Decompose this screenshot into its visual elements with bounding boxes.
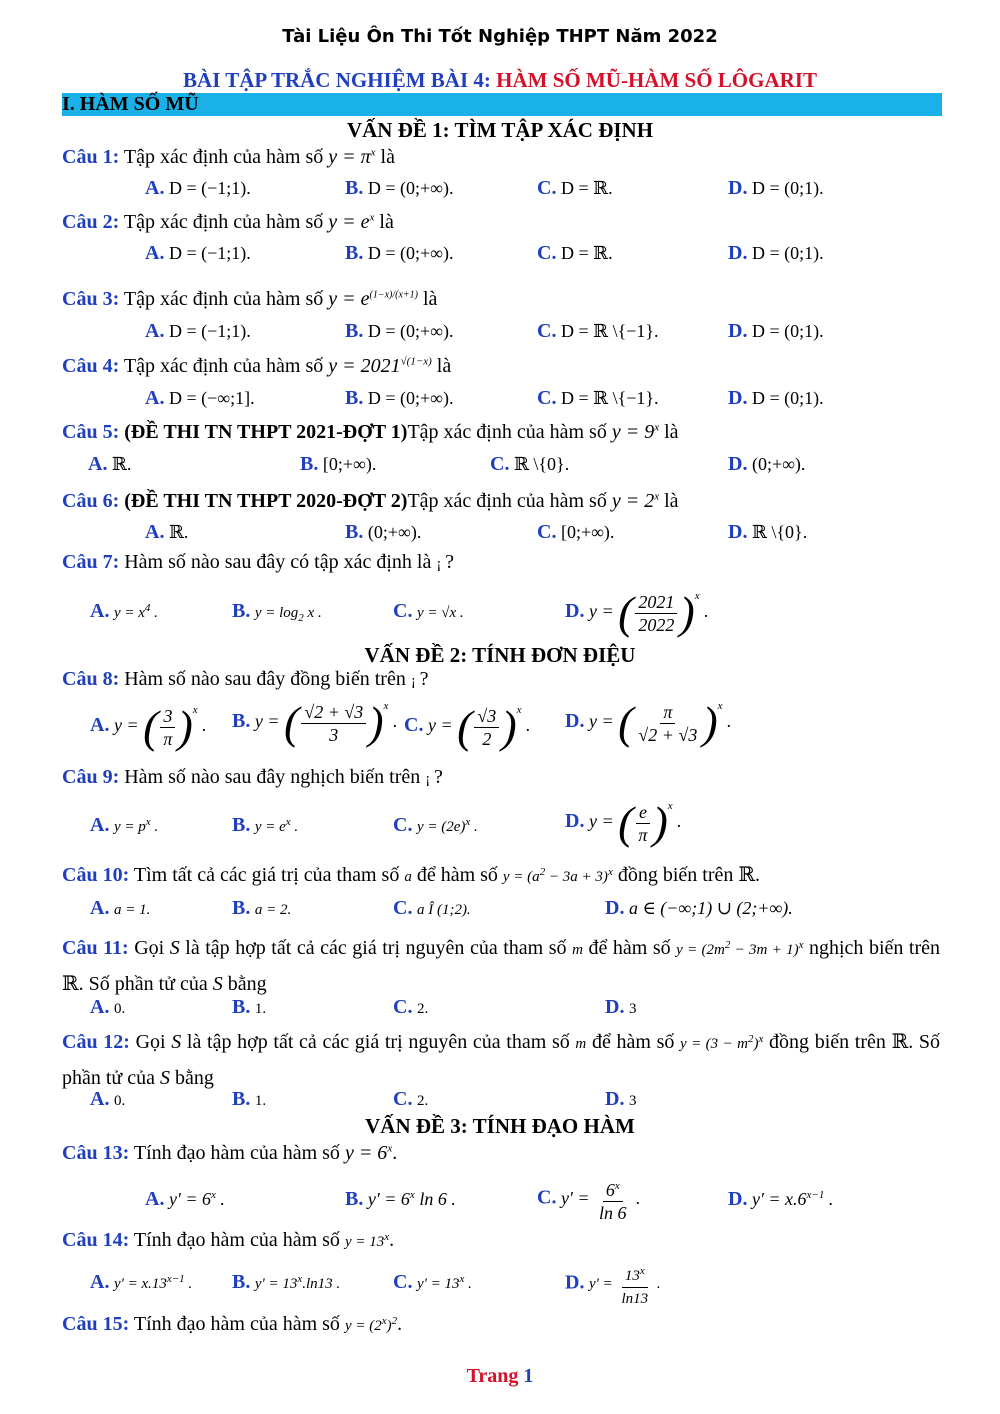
- option-label: A.: [90, 714, 110, 737]
- question-end: là: [417, 288, 438, 310]
- option-text: 2.: [416, 1093, 429, 1109]
- option-text: 0.: [113, 1093, 126, 1109]
- option-label: C.: [393, 1271, 413, 1293]
- question-5: [62, 421, 679, 444]
- question-text: Tập xác định của hàm số: [119, 146, 329, 168]
- question-text: Tập xác định của hàm số: [407, 421, 612, 443]
- question-15: [62, 1313, 402, 1336]
- option-b[interactable]: [300, 453, 376, 476]
- formula: $y = (3 - m^2)^x$: [680, 1033, 764, 1052]
- option-c[interactable]: [537, 242, 613, 265]
- options-10: [0, 897, 1000, 927]
- option-b[interactable]: [232, 814, 298, 837]
- option-d[interactable]: [605, 996, 636, 1019]
- option-d[interactable]: [605, 897, 793, 920]
- question-13: [62, 1142, 397, 1165]
- option-label: B.: [232, 1088, 251, 1110]
- option-formula: y′ = $\frac{6^x}{\ln 6}$ .: [561, 1188, 641, 1208]
- option-label: D.: [728, 521, 748, 543]
- question-number: Câu 11:: [62, 937, 129, 959]
- option-b[interactable]: [345, 320, 453, 343]
- option-label: B.: [345, 320, 364, 342]
- question-8: [62, 668, 428, 691]
- option-label: A.: [90, 1271, 110, 1293]
- question-text: là tập hợp tất cả các giá trị nguyên của tham số: [181, 1031, 576, 1053]
- question-end: đồng biến trên ℝ.: [612, 864, 760, 886]
- option-text: ℝ \{0}.: [513, 454, 570, 474]
- option-label: C.: [393, 1088, 413, 1110]
- option-b[interactable]: [232, 996, 266, 1019]
- options-1: [0, 177, 1000, 207]
- question-number: Câu 2:: [62, 211, 120, 233]
- option-text: D = (−1;1).: [168, 178, 251, 198]
- options-4: [0, 387, 1000, 417]
- option-label: B.: [345, 521, 364, 543]
- question-number: Câu 6:: [62, 490, 120, 512]
- option-label: D.: [728, 242, 748, 264]
- option-b[interactable]: [345, 521, 421, 544]
- option-text: [0;+∞).: [560, 522, 615, 542]
- option-d[interactable]: [565, 587, 709, 638]
- option-formula: $y' = x.13^{x-1}$ .: [113, 1273, 193, 1292]
- question-text: bằng: [170, 1067, 214, 1089]
- option-d[interactable]: [728, 242, 824, 265]
- options-7: [0, 587, 1000, 642]
- option-b[interactable]: [345, 177, 453, 200]
- question-text: Tập xác định của hàm số: [119, 211, 329, 233]
- option-a[interactable]: [145, 320, 251, 343]
- option-d[interactable]: [565, 697, 732, 748]
- option-label: D.: [728, 453, 748, 475]
- option-label: A.: [90, 897, 110, 919]
- formula: $y = (2^x)^2$: [344, 1315, 398, 1334]
- question-number: Câu 12:: [62, 1031, 130, 1053]
- option-d[interactable]: [728, 1188, 833, 1211]
- option-d[interactable]: [728, 521, 807, 544]
- real-set-symbol: ¡: [436, 556, 446, 572]
- option-c[interactable]: [537, 320, 659, 343]
- question-text: nghịch biến trên ℝ. Số phần tử của: [62, 937, 941, 995]
- section-heading-text: I. HÀM SỐ MŨ: [62, 93, 199, 115]
- option-formula: $y' = x.6^{x-1}$ .: [751, 1189, 834, 1209]
- option-text: a ∈ (−∞;1) ∪ (2;+∞).: [628, 898, 793, 918]
- option-label: C.: [393, 814, 413, 836]
- question-number: Câu 10:: [62, 864, 130, 886]
- option-label: A.: [90, 814, 110, 836]
- option-a[interactable]: [90, 1088, 125, 1111]
- option-label: D.: [605, 897, 625, 919]
- option-text: 3: [628, 1093, 637, 1109]
- option-b[interactable]: [345, 242, 453, 265]
- option-b[interactable]: [232, 897, 291, 920]
- set-s: S: [212, 973, 223, 995]
- options-3: [0, 320, 1000, 350]
- option-label: B.: [345, 242, 364, 264]
- option-label: C.: [393, 897, 413, 919]
- exam-source: (ĐỀ THI TN THPT 2021-ĐỢT 1): [119, 421, 408, 443]
- option-label: B.: [345, 387, 364, 409]
- option-label: A.: [145, 320, 165, 342]
- document-header: Tài Liệu Ôn Thi Tốt Nghiệp THPT Năm 2022: [282, 26, 718, 47]
- question-number: Câu 13:: [62, 1142, 130, 1164]
- option-label: A.: [145, 242, 165, 264]
- option-formula: $y' = 13^x.\ln 13$ .: [254, 1273, 341, 1292]
- option-label: C.: [537, 177, 557, 199]
- page-number-value: 1: [523, 1365, 534, 1387]
- question-end: .: [389, 1229, 395, 1251]
- option-label: C.: [490, 453, 510, 475]
- option-b[interactable]: [232, 600, 322, 624]
- option-text: [0;+∞).: [322, 454, 377, 474]
- formula: $y = e^{(1-x)/(x+1)}$: [328, 288, 418, 310]
- question-text: Gọi: [128, 937, 170, 959]
- question-number: Câu 8:: [62, 668, 120, 690]
- option-text: 1.: [254, 1093, 267, 1109]
- question-4: [62, 355, 451, 378]
- option-c[interactable]: [404, 701, 531, 752]
- question-end: là: [431, 355, 452, 377]
- option-text: D = (−1;1).: [168, 321, 251, 341]
- option-b[interactable]: [232, 1088, 266, 1111]
- formula: $y = 13^x$: [344, 1231, 390, 1250]
- option-label: D.: [728, 1188, 748, 1210]
- option-label: B.: [232, 710, 251, 733]
- option-a[interactable]: [90, 814, 158, 837]
- option-label: A.: [145, 1188, 165, 1210]
- option-formula: $y = e^x$ .: [254, 816, 299, 835]
- option-formula: y = ( $\frac{\pi}{√2 + √3}$ )$^x$ .: [588, 697, 732, 748]
- option-text: D = (0;1).: [751, 178, 824, 198]
- option-label: D.: [605, 1088, 625, 1110]
- option-a[interactable]: [90, 701, 207, 752]
- options-13: [0, 1175, 1000, 1227]
- param-m: m: [572, 942, 583, 958]
- option-c[interactable]: [537, 177, 613, 200]
- option-label: A.: [145, 177, 165, 199]
- topic-heading-2: VẤN ĐỀ 2: TÍNH ĐƠN ĐIỆU: [364, 643, 636, 667]
- option-c[interactable]: [393, 996, 428, 1019]
- formula: $y = (a^2 - 3a + 3)^x$: [502, 866, 613, 885]
- option-formula: $y = \log_2 x$ .: [254, 605, 322, 624]
- option-text: D = ℝ \{−1}.: [560, 321, 659, 341]
- option-label: B.: [232, 814, 251, 836]
- option-formula: y = ( $\frac{√3}{2}$ )$^x$ .: [427, 701, 531, 752]
- question-end: là: [374, 211, 394, 233]
- option-formula: y = ( $\frac{2021}{2022}$ )$^x$ .: [588, 587, 709, 638]
- formula: $y = 9^x$: [611, 421, 660, 443]
- question-text: đồng biến trên ℝ. Số phần tử của: [62, 1031, 940, 1089]
- option-a[interactable]: [145, 242, 251, 265]
- option-label: B.: [232, 996, 251, 1018]
- question-2: [62, 211, 394, 234]
- option-text: 0.: [113, 1001, 126, 1017]
- option-text: D = (0;+∞).: [367, 388, 454, 408]
- document-title: [0, 68, 1000, 93]
- option-text: (0;+∞).: [367, 522, 422, 542]
- title-part-blue: BÀI TẬP TRẮC NGHIỆM BÀI 4:: [183, 68, 497, 92]
- option-label: D.: [728, 177, 748, 199]
- formula: $y = \pi^x$: [328, 146, 376, 168]
- option-formula: y' = $\frac{13^x}{\ln 13}$ .: [589, 1276, 661, 1292]
- option-label: B.: [232, 897, 251, 919]
- option-c[interactable]: [490, 453, 569, 476]
- option-label: D.: [565, 810, 585, 833]
- option-label: B.: [345, 177, 364, 199]
- option-label: A.: [88, 453, 108, 475]
- option-b[interactable]: [345, 387, 453, 410]
- question-end: ?: [434, 766, 443, 788]
- question-10: [62, 862, 760, 887]
- formula: $y = e^x$: [328, 211, 375, 233]
- option-label: D.: [565, 1271, 585, 1294]
- option-text: 2.: [416, 1001, 429, 1017]
- option-text: 1.: [254, 1001, 267, 1017]
- question-number: Câu 1:: [62, 146, 120, 168]
- question-number: Câu 5:: [62, 421, 120, 443]
- option-formula: y = √x .: [416, 605, 464, 621]
- option-c[interactable]: [393, 814, 478, 837]
- page-label: Trang: [466, 1365, 524, 1387]
- option-text: D = (0;1).: [751, 388, 824, 408]
- options-5: [0, 453, 1000, 483]
- question-text: Tập xác định của hàm số: [119, 355, 329, 377]
- option-label: A.: [145, 521, 165, 543]
- param-a: a: [404, 869, 412, 885]
- question-11: [62, 928, 940, 1001]
- question-number: Câu 14:: [62, 1229, 130, 1251]
- option-label: B.: [232, 1271, 251, 1293]
- option-text: D = ℝ \{−1}.: [560, 388, 659, 408]
- set-s: S: [171, 1031, 182, 1053]
- option-text: D = ℝ.: [560, 178, 613, 198]
- option-c[interactable]: [537, 387, 659, 410]
- question-text: để hàm số: [582, 937, 677, 959]
- option-c[interactable]: [537, 1175, 641, 1224]
- option-d[interactable]: [728, 387, 824, 410]
- question-text: Tập xác định của hàm số: [407, 490, 612, 512]
- option-d[interactable]: [605, 1088, 636, 1111]
- options-2: [0, 242, 1000, 272]
- option-text: (0;+∞).: [751, 454, 806, 474]
- option-label: A.: [90, 996, 110, 1018]
- option-label: D.: [728, 320, 748, 342]
- question-text: để hàm số: [586, 1031, 681, 1053]
- question-end: ?: [445, 551, 455, 573]
- options-14: [0, 1260, 1000, 1310]
- option-label: B.: [232, 600, 251, 622]
- option-a[interactable]: [90, 600, 158, 623]
- exam-source: (ĐỀ THI TN THPT 2020-ĐỢT 2): [119, 490, 408, 512]
- option-a[interactable]: [90, 1271, 192, 1294]
- option-c[interactable]: [393, 1088, 428, 1111]
- question-14: [62, 1229, 394, 1252]
- option-c[interactable]: [537, 521, 614, 544]
- question-text: Hàm số nào sau đây đồng biến trên: [119, 668, 411, 690]
- option-text: D = (0;1).: [751, 321, 824, 341]
- option-c[interactable]: [393, 600, 464, 623]
- option-c[interactable]: [393, 1271, 472, 1294]
- title-part-red: HÀM SỐ MŨ-HÀM SỐ LÔGARIT: [496, 68, 817, 92]
- real-set-symbol: ¡: [425, 771, 435, 787]
- option-formula: y = ( $\frac{√2 + √3}{3}$ )$^x$ .: [254, 697, 398, 748]
- question-number: Câu 7:: [62, 551, 120, 573]
- option-b[interactable]: [345, 1188, 456, 1211]
- question-text: Gọi: [129, 1031, 172, 1053]
- option-label: C.: [537, 242, 557, 264]
- option-formula: y = ( $\frac{3}{\pi}$ )$^x$ .: [113, 701, 207, 752]
- option-label: D.: [565, 600, 585, 623]
- page-number: [0, 1365, 1000, 1388]
- option-text: D = (0;1).: [751, 243, 824, 263]
- option-text: D = (−∞;1].: [168, 388, 255, 408]
- question-text: Tập xác định của hàm số: [119, 288, 329, 310]
- section-heading: [62, 93, 942, 116]
- option-label: B.: [345, 1188, 364, 1210]
- option-a[interactable]: [145, 521, 188, 544]
- options-8: [0, 697, 1000, 758]
- option-label: C.: [393, 600, 413, 622]
- option-text: D = (−1;1).: [168, 243, 251, 263]
- option-c[interactable]: [393, 897, 471, 920]
- option-a[interactable]: [145, 387, 255, 410]
- option-formula: $y = p^x$ .: [113, 816, 159, 835]
- options-6: [0, 521, 1000, 551]
- option-a[interactable]: [88, 453, 131, 476]
- set-s: S: [160, 1067, 171, 1089]
- question-end: .: [397, 1313, 403, 1335]
- question-end: là: [659, 421, 679, 443]
- option-text: a = 1.: [113, 902, 151, 918]
- option-d[interactable]: [565, 797, 682, 848]
- options-9: [0, 797, 1000, 856]
- question-text: Hàm số nào sau đây có tập xác định là: [119, 551, 437, 573]
- question-number: Câu 15:: [62, 1313, 130, 1335]
- question-text: là tập hợp tất cả các giá trị nguyên của tham số: [179, 937, 573, 959]
- option-text: D = ℝ.: [560, 243, 613, 263]
- option-a[interactable]: [90, 897, 150, 920]
- option-text: ℝ.: [168, 522, 189, 542]
- question-end: ?: [419, 668, 429, 690]
- question-end: .: [392, 1142, 398, 1164]
- option-label: D.: [728, 387, 748, 409]
- option-d[interactable]: [728, 320, 824, 343]
- option-d[interactable]: [728, 177, 824, 200]
- question-text: bằng: [222, 973, 267, 995]
- option-label: A.: [90, 600, 110, 622]
- option-b[interactable]: [232, 1271, 340, 1294]
- question-text: Tính đạo hàm của hàm số: [129, 1313, 345, 1335]
- option-formula: $y' = 13^x$ .: [416, 1273, 472, 1292]
- question-number: Câu 9:: [62, 766, 120, 788]
- option-d[interactable]: [565, 1260, 661, 1310]
- option-text: D = (0;+∞).: [367, 178, 454, 198]
- question-text: Tính đạo hàm của hàm số: [129, 1229, 345, 1251]
- question-6: [62, 490, 679, 513]
- question-3: [62, 288, 437, 311]
- option-a[interactable]: [90, 996, 125, 1019]
- param-m: m: [575, 1036, 587, 1052]
- option-text: D = (0;+∞).: [367, 321, 454, 341]
- formula: $y = 2^x$: [611, 490, 660, 512]
- question-12: [62, 1022, 940, 1095]
- option-formula: $y = (2e)^x$ .: [416, 816, 478, 835]
- option-d[interactable]: [728, 453, 805, 476]
- option-formula: $y' = 6^x$ ln 6 .: [367, 1189, 456, 1209]
- question-text: Tìm tất cả các giá trị của tham số: [129, 864, 405, 886]
- option-text: a Î (1;2).: [416, 902, 471, 918]
- real-set-symbol: ¡: [410, 673, 420, 689]
- option-label: D.: [605, 996, 625, 1018]
- option-text: ℝ.: [111, 454, 132, 474]
- option-label: C.: [393, 996, 413, 1018]
- question-text-mid: để hàm số: [411, 864, 503, 886]
- option-label: C.: [537, 387, 557, 409]
- question-number: Câu 3:: [62, 288, 120, 310]
- option-formula: y = ( $\frac{e}{\pi}$ )$^x$ .: [588, 797, 682, 848]
- question-1: [62, 146, 395, 169]
- option-a[interactable]: [145, 177, 251, 200]
- question-text: Tính đạo hàm của hàm số: [129, 1142, 345, 1164]
- formula: $y = 2021^{√(1-x)}$: [328, 355, 432, 377]
- option-a[interactable]: [145, 1188, 225, 1211]
- option-b[interactable]: [232, 697, 398, 748]
- question-9: [62, 766, 443, 789]
- formula: $y = 6^x$: [344, 1142, 393, 1164]
- topic-heading-1: VẤN ĐỀ 1: TÌM TẬP XÁC ĐỊNH: [346, 118, 654, 142]
- question-end: là: [375, 146, 395, 168]
- formula: $y = (2m^2 - 3m + 1)^x$: [676, 939, 804, 958]
- option-text: D = (0;+∞).: [367, 243, 454, 263]
- question-number: Câu 4:: [62, 355, 120, 377]
- option-formula: $y' = 6^x$ .: [168, 1189, 225, 1209]
- set-s: S: [169, 937, 180, 959]
- option-label: D.: [565, 710, 585, 733]
- option-label: A.: [90, 1088, 110, 1110]
- option-label: C.: [537, 521, 557, 543]
- question-end: là: [659, 490, 679, 512]
- option-label: C.: [537, 1186, 557, 1209]
- option-label: C.: [404, 714, 424, 737]
- option-label: A.: [145, 387, 165, 409]
- option-text: 3: [628, 1001, 637, 1017]
- topic-heading-3: VẤN ĐỀ 3: TÍNH ĐẠO HÀM: [365, 1114, 635, 1138]
- option-text: ℝ \{0}.: [751, 522, 808, 542]
- option-label: C.: [537, 320, 557, 342]
- question-7: [62, 551, 454, 574]
- option-formula: $y = x^4$ .: [113, 602, 158, 621]
- option-label: B.: [300, 453, 319, 475]
- option-text: a = 2.: [254, 902, 292, 918]
- question-text: Hàm số nào sau đây nghịch biến trên: [119, 766, 426, 788]
